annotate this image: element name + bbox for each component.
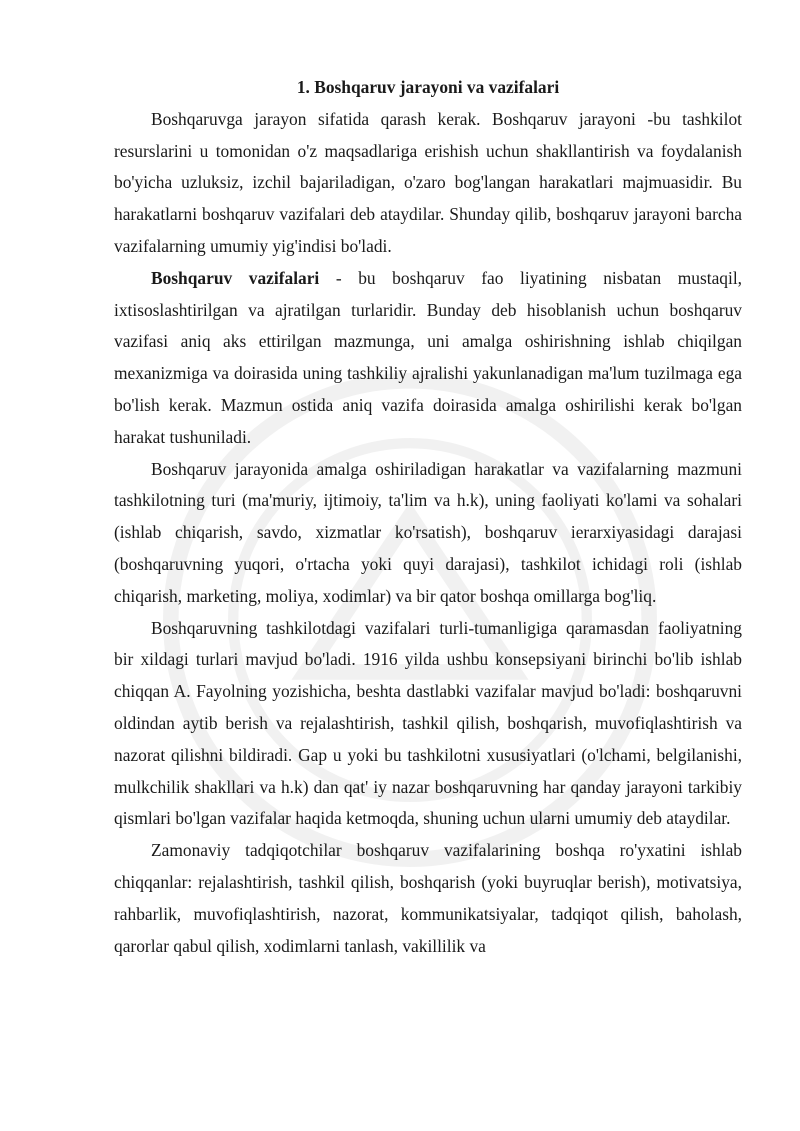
paragraph-2 bbox=[114, 263, 742, 454]
paragraph-1-text: Boshqaruvga jarayon sifatida qarash kerak. Boshqaruv jarayoni -bu tashkilot resurslarini u tomonidan o'z maqsadlariga erishish uchun shakllantirish va foydalanish bo'yicha uzluksiz, izchil bajariladigan, o'zaro bog'langan harakatlari majmuasidir. Bu harakatlarni boshqaruv vazifalari deb ataydilar. Shunday qilib, boshqaruv jarayoni barcha vazifalarning umumiy yig'indisi bo'ladi. bbox=[114, 108, 742, 256]
paragraph-3-text: Boshqaruv jarayonida amalga oshiriladigan harakatlar va vazifalarning mazmuni tashkilotning turi (ma'muriy, ijtimoiy, ta'lim va h.k), uning faoliyati ko'lami va sohalari (ishlab chiqarish, savdo, xizmatlar ko'rsatish), boshqaruv ierarxiyasidagi darajasi (boshqaruvning yuqori, o'rtacha yoki quyi darajasi), tashkilot ichidagi roli (ishlab chiqarish, marketing, moliya, xodimlar) va bir qator boshqa omillarga bog'liq. bbox=[114, 458, 742, 606]
paragraph-2-lead: Boshqaruv vazifalari bbox=[151, 267, 320, 288]
paragraph-5-text: Zamonaviy tadqiqotchilar boshqaruv vazifalarining boshqa ro'yxatini ishlab chiqqanlar: rejalashtirish, tashkil qilish, boshqarish (yoki buyruqlar berish), motivatsiya, rahbarlik, muvofiqlashtirish, nazorat, kommunikatsiyalar, tadqiqot qilish, baholash, qarorlar qabul qilish, xodimlarni tanlash, vakillilik va bbox=[114, 840, 742, 956]
section-heading: 1. Boshqaruv jarayoni va vazifalari bbox=[296, 77, 560, 97]
paragraph-4-text: Boshqaruvning tashkilotdagi vazifalari turli-tumanligiga qaramasdan faoliyatning bir xildagi turlari mavjud bo'ladi. 1916 yilda ushbu konsepsiyani birinchi bo'lib ishlab chiqqan A. Fayolning yozishicha, beshta dastlabki vazifalar mavjud bo'ladi: boshqaruvni oldindan aytib berish va rejalashtirish, tashkil qilish, boshqarish, muvofiqlashtirish va nazorat qilishni bildiradi. Gap u yoki bu tashkilotni xususiyatlari (o'lchami, belgilanishi, mulkchilik shakllari va h.k) dan qat' iy nazar boshqaruvning har qanday jarayoni tarkibiy qismlari bo'lgan vazifalar haqida ketmoqda, shuning uchun ularni umumiy deb ataydilar. bbox=[114, 617, 742, 829]
paragraph-4 bbox=[114, 613, 742, 836]
paragraph-1 bbox=[114, 104, 742, 263]
paragraph-2-text: - bu boshqaruv fao liyatining nisbatan mustaqil, ixtisoslashtirilgan va ajratilgan turlaridir. Bunday deb hisoblanish uchun boshqaruv vazifasi aniq aks ettirilgan mazmunga, uni amalga oshirishning ishlab chiqilgan mexanizmiga va doirasida uning tashkiliy ajralishi yakunlanadigan ma'lum tuzilmaga ega bo'lish kerak. Mazmun ostida aniq vazifa doirasida amalga oshirilishi kerak bo'lgan harakat tushuniladi. bbox=[114, 267, 742, 447]
document-body bbox=[114, 72, 742, 962]
paragraph-5 bbox=[114, 835, 742, 962]
paragraph-3 bbox=[114, 454, 742, 613]
